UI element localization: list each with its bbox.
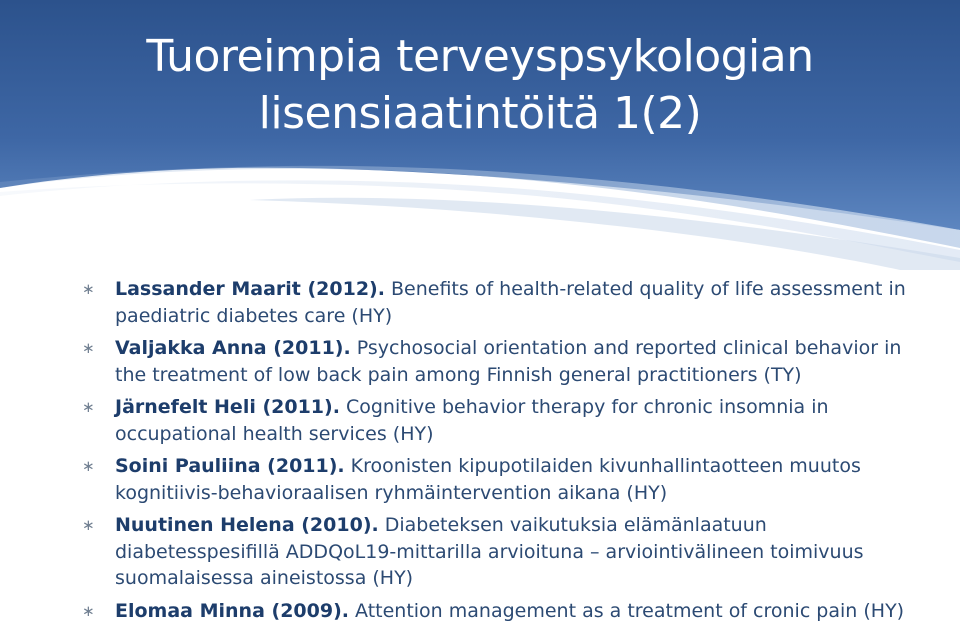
title-line-1: Tuoreimpia terveyspsykologian	[146, 31, 814, 82]
list-item	[0, 335, 960, 388]
item-description: Kroonisten kipupotilaiden kivunhallintaotteen muutos kognitiivis-behavioraalisen ryhmäintervention aikana (HY)	[115, 455, 861, 504]
title-line-2: lisensiaatintöitä 1(2)	[258, 88, 702, 139]
item-description: Diabeteksen vaikutuksia elämänlaatuun diabetesspesifillä ADDQoL19-mittarilla arvioituna – arviointivälineen toimivuus suomalaisessa aineistossa (HY)	[115, 514, 864, 589]
item-author: Nuutinen Helena (2010).	[115, 514, 379, 536]
bullet-icon: ∗	[82, 457, 95, 475]
slide-header	[0, 0, 960, 270]
slide-title	[0, 28, 960, 142]
item-description: Cognitive behavior therapy for chronic insomnia in occupational health services (HY)	[115, 396, 829, 445]
item-description: Attention management as a treatment of cronic pain (HY)	[348, 599, 905, 622]
list-item	[0, 453, 960, 506]
item-description: Psychosocial orientation and reported clinical behavior in the treatment of low back pain among Finnish general practitioners (TY)	[115, 337, 902, 386]
list-item	[0, 512, 960, 592]
bullet-icon: ∗	[82, 339, 95, 357]
bullet-icon: ∗	[82, 398, 95, 416]
list-item	[0, 598, 960, 625]
bullet-icon: ∗	[82, 516, 95, 534]
item-author: Soini Pauliina (2011).	[115, 455, 345, 477]
thesis-list	[0, 276, 960, 630]
item-author: Lassander Maarit (2012).	[115, 278, 385, 300]
list-item	[0, 394, 960, 447]
item-author: Valjakka Anna (2011).	[115, 337, 351, 359]
item-author: Elomaa Minna (2009).	[115, 599, 349, 622]
bullet-icon: ∗	[82, 280, 95, 298]
item-description: Benefits of health-related quality of life assessment in paediatric diabetes care (HY)	[115, 278, 906, 327]
bullet-icon: ∗	[82, 601, 95, 620]
list-item	[0, 276, 960, 329]
item-author: Järnefelt Heli (2011).	[115, 396, 340, 418]
